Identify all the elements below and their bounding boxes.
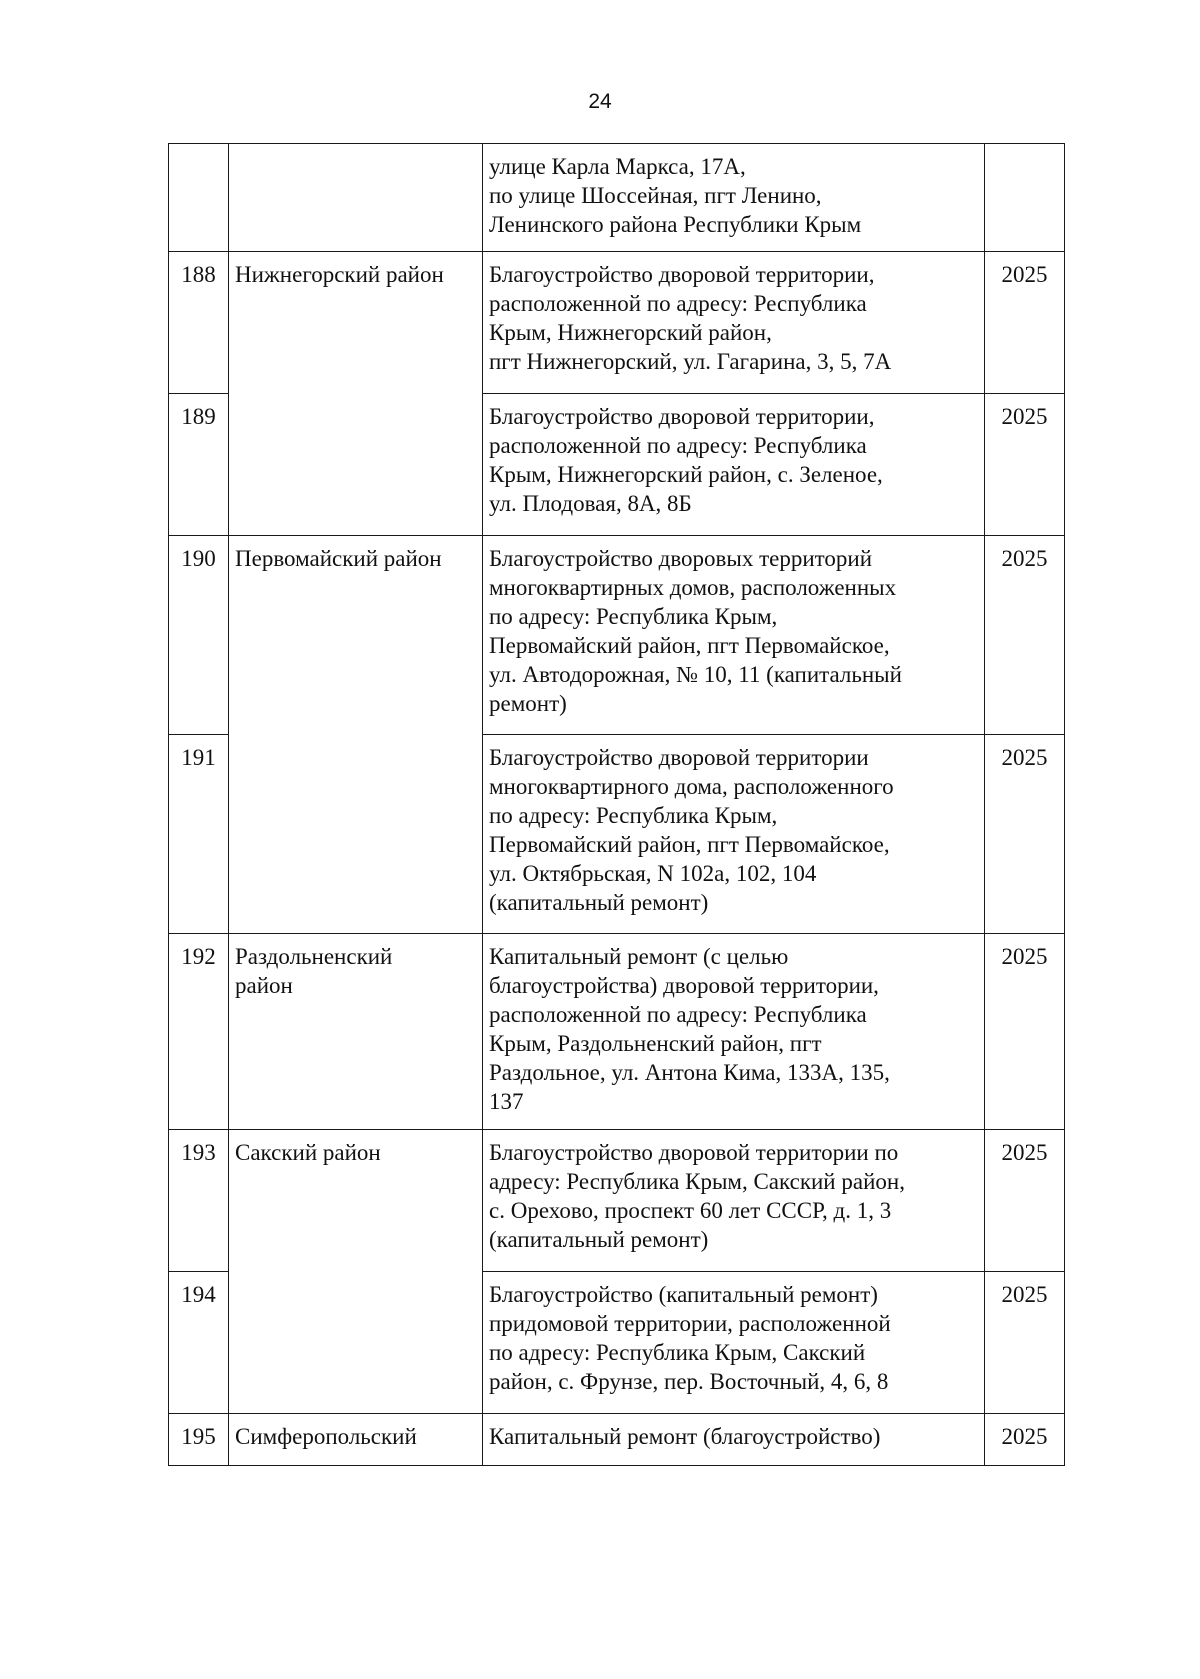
year-cell: 2025 xyxy=(985,735,1065,934)
table-row xyxy=(169,934,1065,1130)
district-cell: Сакский район xyxy=(229,1130,483,1414)
year-cell xyxy=(985,144,1065,252)
row-number: 192 xyxy=(169,934,229,1130)
row-number: 190 xyxy=(169,536,229,735)
row-number: 193 xyxy=(169,1130,229,1272)
table-row xyxy=(169,1130,1065,1272)
table-row xyxy=(169,252,1065,394)
description-cell: Капитальный ремонт (с целью благоустройства) дворовой территории, расположенной по адресу: Республика Крым, Раздольненский район, пгт Раздольное, ул. Антона Кима, 133А, 135, 137 xyxy=(483,934,985,1130)
year-cell: 2025 xyxy=(985,394,1065,536)
row-number: 191 xyxy=(169,735,229,934)
row-number: 194 xyxy=(169,1272,229,1414)
page-number: 24 xyxy=(588,90,612,113)
description-cell: Благоустройство дворовой территории многоквартирного дома, расположенного по адресу: Республика Крым, Первомайский район, пгт Первомайское, ул. Октябрьская, N 102а, 102, 104 (капитальный ремонт) xyxy=(483,735,985,934)
year-cell: 2025 xyxy=(985,934,1065,1130)
table-row xyxy=(169,536,1065,735)
district-cell: Раздольненский район xyxy=(229,934,483,1130)
row-number: 189 xyxy=(169,394,229,536)
year-cell: 2025 xyxy=(985,1130,1065,1272)
year-cell: 2025 xyxy=(985,1414,1065,1466)
description-cell: Благоустройство дворовой территории, расположенной по адресу: Республика Крым, Нижнегорский район, пгт Нижнегорский, ул. Гагарина, 3, 5, 7А xyxy=(483,252,985,394)
year-cell: 2025 xyxy=(985,252,1065,394)
row-number: 188 xyxy=(169,252,229,394)
row-number: 195 xyxy=(169,1414,229,1466)
objects-table xyxy=(168,143,1065,1466)
district-cell xyxy=(229,144,483,252)
description-cell: Благоустройство (капитальный ремонт) придомовой территории, расположенной по адресу: Республика Крым, Сакский район, с. Фрунзе, пер. Восточный, 4, 6, 8 xyxy=(483,1272,985,1414)
description-cell: Благоустройство дворовой территории, расположенной по адресу: Республика Крым, Нижнегорский район, с. Зеленое, ул. Плодовая, 8А, 8Б xyxy=(483,394,985,536)
year-cell: 2025 xyxy=(985,1272,1065,1414)
description-cell: Капитальный ремонт (благоустройство) xyxy=(483,1414,985,1466)
year-cell: 2025 xyxy=(985,536,1065,735)
description-cell: Благоустройство дворовых территорий многоквартирных домов, расположенных по адресу: Республика Крым, Первомайский район, пгт Первомайское, ул. Автодорожная, № 10, 11 (капитальный ремонт) xyxy=(483,536,985,735)
description-cell: улице Карла Маркса, 17А, по улице Шоссейная, пгт Ленино, Ленинского района Республики Крым xyxy=(483,144,985,252)
district-cell: Первомайский район xyxy=(229,536,483,934)
description-cell: Благоустройство дворовой территории по адресу: Республика Крым, Сакский район, с. Орехово, проспект 60 лет СССР, д. 1, 3 (капитальный ремонт) xyxy=(483,1130,985,1272)
row-number xyxy=(169,144,229,252)
table-row xyxy=(169,1414,1065,1466)
district-cell: Нижнегорский район xyxy=(229,252,483,536)
table-row xyxy=(169,144,1065,252)
district-cell: Симферопольский xyxy=(229,1414,483,1466)
